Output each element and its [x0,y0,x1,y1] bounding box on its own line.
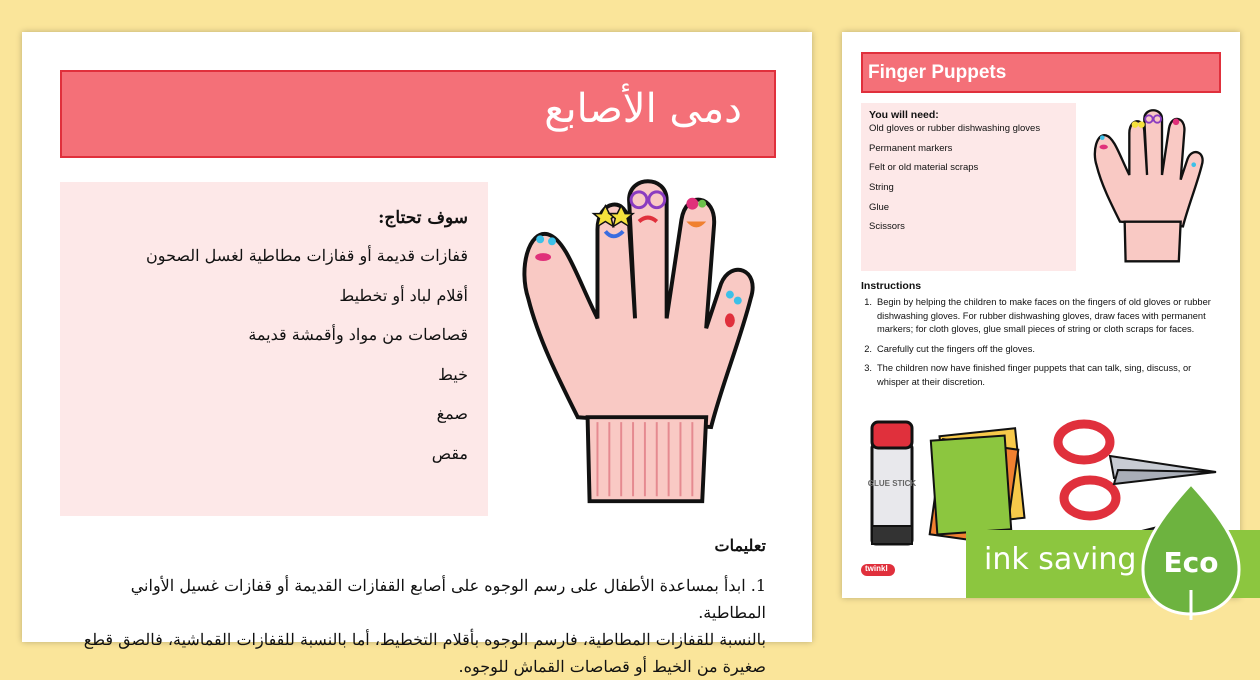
step-text: The children now have finished finger puppets that can talk, sing, discuss, or whisper at their discretion. [877,363,1192,387]
list-item: Scissors [869,221,905,233]
english-instructions-list [861,296,1223,396]
list-item [861,343,1223,357]
step-text: Carefully cut the fingers off the gloves. [877,343,1035,354]
arabic-step-line: بالنسبة للقفازات المطاطية، فارسم الوجوه بأقلام التخطيط، أما بالنسبة للقفازات القماشية، فالصق قطع [83,630,766,649]
step-text: Begin by helping the children to make faces on the fingers of old gloves or rubber dishwashing gloves. For rubber dishwashing gloves, draw faces with permanent markers; for cloth gloves, glue small pieces of string or cloth scraps for faces. [877,297,1211,335]
felt-scraps-icon [930,428,1025,545]
arabic-step-line: 1. ابدأ بمساعدة الأطفال على رسم الوجوه على أصابع القفازات القديمة أو قفازات غسيل الأواني المطاطية. [130,576,766,622]
list-item: أقلام لباد أو تخطيط [339,285,468,305]
list-item: Permanent markers [869,142,953,154]
arabic-materials-title: سوف تحتاج: [378,208,468,228]
list-item: قصاصات من مواد وأقمشة قديمة [248,325,468,344]
eco-banner-text: ink saving [984,542,1137,577]
step-number: 3. [864,363,872,374]
arabic-title: دمى الأصابع [544,86,742,132]
glove-illustration [1092,103,1204,275]
list-item: قفازات قديمة أو قفازات مطاطية لغسل الصحون [146,246,468,265]
glue-stick-icon [868,422,917,544]
list-item: صمغ [436,404,468,423]
list-item: Felt or old material scraps [869,162,979,174]
glove-illustration [518,180,756,516]
english-instructions-title: Instructions [861,280,922,292]
step-number: 1. [864,297,872,307]
list-item: مقص [431,443,468,463]
english-materials-panel [861,103,1076,271]
english-materials-list [869,121,1068,239]
english-materials-title: You will need: [869,109,939,121]
arabic-title-banner [60,70,776,158]
arabic-step-line: صغيرة من الخيط أو قصاصات القماش للوجوه. [458,657,766,676]
arabic-materials-list [146,246,468,483]
list-item: Old gloves or rubber dishwashing gloves [869,123,1041,134]
step-number: 2. [864,343,872,354]
arabic-instructions-text [66,572,766,680]
list-item [861,362,1223,389]
list-item: Glue [869,201,890,213]
arabic-instructions-title: تعليمات [714,536,766,555]
arabic-materials-panel [60,182,488,516]
eco-badge-text: Eco [1163,546,1219,579]
svg-text:GLUE STICK: GLUE STICK [867,479,917,488]
english-title-banner [861,52,1221,93]
english-title: Finger Puppets [868,62,1007,83]
brand-logo: twinkl [861,564,895,576]
list-item: String [869,182,894,194]
eco-leaf-icon [1134,480,1248,620]
arabic-worksheet-page [22,32,812,676]
list-item: خيط [438,364,468,384]
list-item [861,296,1223,337]
